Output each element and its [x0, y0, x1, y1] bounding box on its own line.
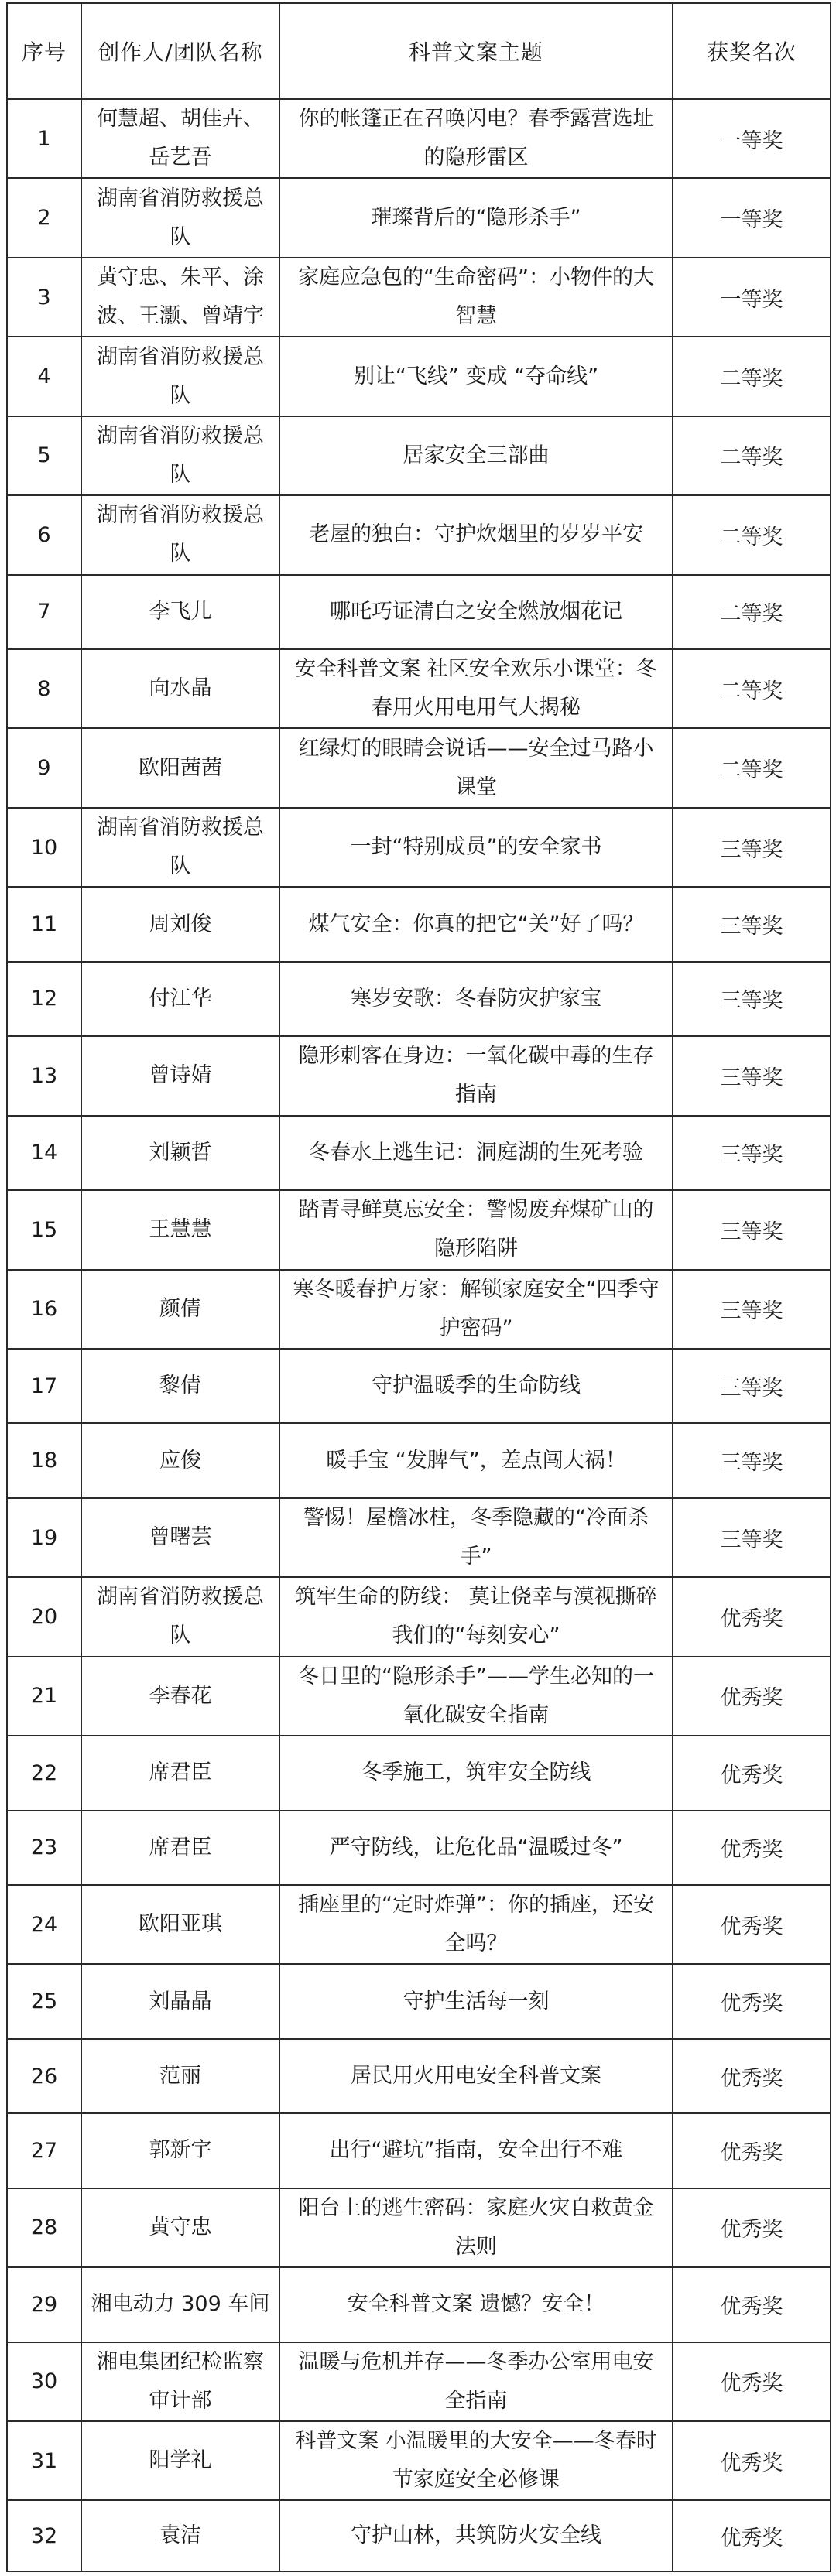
cell-creator: 曾曙芸	[81, 1498, 279, 1577]
cell-award: 优秀奖	[673, 1736, 831, 1810]
table-row	[7, 2039, 831, 2113]
cell-number: 2	[7, 178, 81, 257]
cell-creator: 席君臣	[81, 1736, 279, 1810]
table-row	[7, 2188, 831, 2267]
cell-topic: 别让“飞线” 变成 “夺命线”	[279, 337, 673, 416]
cell-topic: 冬季施工，筑牢安全防线	[279, 1736, 673, 1810]
cell-creator: 湖南省消防救援总队	[81, 1577, 279, 1656]
cell-award: 三等奖	[673, 1498, 831, 1577]
cell-topic: 哪吒巧证清白之安全燃放烟花记	[279, 575, 673, 649]
cell-creator: 湖南省消防救援总队	[81, 416, 279, 495]
table-row	[7, 962, 831, 1036]
cell-number: 18	[7, 1423, 81, 1497]
cell-number: 21	[7, 1657, 81, 1736]
cell-topic: 冬春水上逃生记：洞庭湖的生死考验	[279, 1116, 673, 1190]
cell-creator: 刘晶晶	[81, 1964, 279, 2038]
table-row	[7, 1657, 831, 1736]
cell-award: 一等奖	[673, 258, 831, 337]
table-row	[7, 99, 831, 178]
cell-number: 30	[7, 2342, 81, 2421]
cell-award: 优秀奖	[673, 2342, 831, 2421]
cell-award: 优秀奖	[673, 2113, 831, 2188]
table-row	[7, 649, 831, 728]
cell-creator: 席君臣	[81, 1811, 279, 1885]
table-row	[7, 2342, 831, 2421]
cell-number: 29	[7, 2267, 81, 2342]
cell-creator: 黄守忠、朱平、涂波、王灏、曾靖宇	[81, 258, 279, 337]
cell-topic: 踏青寻鲜莫忘安全：警惕废弃煤矿山的隐形陷阱	[279, 1190, 673, 1269]
cell-award: 三等奖	[673, 1349, 831, 1423]
cell-award: 一等奖	[673, 99, 831, 178]
cell-creator: 范丽	[81, 2039, 279, 2113]
cell-award: 三等奖	[673, 1036, 831, 1115]
cell-number: 23	[7, 1811, 81, 1885]
table-row	[7, 1736, 831, 1810]
table-row	[7, 1811, 831, 1885]
cell-number: 10	[7, 808, 81, 887]
cell-award: 二等奖	[673, 416, 831, 495]
cell-number: 6	[7, 495, 81, 574]
cell-creator: 湖南省消防救援总队	[81, 495, 279, 574]
cell-number: 14	[7, 1116, 81, 1190]
cell-number: 4	[7, 337, 81, 416]
cell-number: 19	[7, 1498, 81, 1577]
cell-number: 3	[7, 258, 81, 337]
cell-topic: 寒冬暖春护万家：解锁家庭安全“四季守护密码”	[279, 1270, 673, 1349]
cell-creator: 颜倩	[81, 1270, 279, 1349]
cell-topic: 居家安全三部曲	[279, 416, 673, 495]
cell-topic: 温暖与危机并存——冬季办公室用电安全指南	[279, 2342, 673, 2421]
cell-award: 优秀奖	[673, 2188, 831, 2267]
cell-number: 27	[7, 2113, 81, 2188]
cell-award: 三等奖	[673, 887, 831, 961]
cell-topic: 守护生活每一刻	[279, 1964, 673, 2038]
cell-topic: 安全科普文案 社区安全欢乐小课堂：冬春用火用电用气大揭秘	[279, 649, 673, 728]
cell-award: 优秀奖	[673, 2500, 831, 2571]
cell-award: 优秀奖	[673, 2039, 831, 2113]
header-creator: 创作人/团队名称	[81, 3, 279, 99]
cell-number: 20	[7, 1577, 81, 1656]
table-row	[7, 258, 831, 337]
table-row	[7, 495, 831, 574]
cell-award: 二等奖	[673, 649, 831, 728]
cell-award: 三等奖	[673, 1116, 831, 1190]
cell-topic: 警惕！屋檐冰柱，冬季隐藏的“冷面杀手”	[279, 1498, 673, 1577]
cell-award: 一等奖	[673, 178, 831, 257]
cell-topic: 守护山林，共筑防火安全线	[279, 2500, 673, 2571]
cell-award: 二等奖	[673, 495, 831, 574]
cell-award: 二等奖	[673, 337, 831, 416]
cell-topic: 插座里的“定时炸弹”：你的插座，还安全吗？	[279, 1885, 673, 1964]
cell-number: 17	[7, 1349, 81, 1423]
cell-creator: 李飞儿	[81, 575, 279, 649]
cell-topic: 煤气安全：你真的把它“关”好了吗？	[279, 887, 673, 961]
table-row	[7, 1577, 831, 1656]
cell-topic: 家庭应急包的“生命密码”：小物件的大智慧	[279, 258, 673, 337]
cell-creator: 李春花	[81, 1657, 279, 1736]
table-row	[7, 575, 831, 649]
table-row	[7, 1270, 831, 1349]
cell-creator: 郭新宇	[81, 2113, 279, 2188]
cell-topic: 一封“特别成员”的安全家书	[279, 808, 673, 887]
cell-number: 16	[7, 1270, 81, 1349]
table-row	[7, 337, 831, 416]
cell-topic: 守护温暖季的生命防线	[279, 1349, 673, 1423]
table-row	[7, 1036, 831, 1115]
cell-number: 7	[7, 575, 81, 649]
cell-number: 13	[7, 1036, 81, 1115]
table-row	[7, 1964, 831, 2038]
cell-award: 优秀奖	[673, 1577, 831, 1656]
cell-number: 1	[7, 99, 81, 178]
cell-creator: 欧阳茜茜	[81, 728, 279, 807]
cell-award: 三等奖	[673, 808, 831, 887]
cell-creator: 曾诗婧	[81, 1036, 279, 1115]
cell-creator: 袁洁	[81, 2500, 279, 2571]
cell-award: 优秀奖	[673, 2421, 831, 2500]
cell-topic: 暖手宝 “发脾气”，差点闯大祸！	[279, 1423, 673, 1497]
header-topic: 科普文案主题	[279, 3, 673, 99]
cell-creator: 付江华	[81, 962, 279, 1036]
cell-creator: 湖南省消防救援总队	[81, 337, 279, 416]
cell-number: 25	[7, 1964, 81, 2038]
cell-creator: 湘电动力 309 车间	[81, 2267, 279, 2342]
cell-topic: 居民用火用电安全科普文案	[279, 2039, 673, 2113]
cell-number: 24	[7, 1885, 81, 1964]
cell-creator: 刘颖哲	[81, 1116, 279, 1190]
table-row	[7, 1885, 831, 1964]
cell-topic: 隐形刺客在身边：一氧化碳中毒的生存指南	[279, 1036, 673, 1115]
cell-topic: 老屋的独白：守护炊烟里的岁岁平安	[279, 495, 673, 574]
cell-creator: 阳学礼	[81, 2421, 279, 2500]
cell-creator: 王慧慧	[81, 1190, 279, 1269]
cell-topic: 阳台上的逃生密码：家庭火灾自救黄金法则	[279, 2188, 673, 2267]
cell-topic: 科普文案 小温暖里的大安全——冬春时节家庭安全必修课	[279, 2421, 673, 2500]
table-header-row	[7, 3, 831, 99]
table-row	[7, 416, 831, 495]
table-row	[7, 887, 831, 961]
cell-number: 26	[7, 2039, 81, 2113]
cell-number: 12	[7, 962, 81, 1036]
cell-creator: 黎倩	[81, 1349, 279, 1423]
cell-creator: 湖南省消防救援总队	[81, 808, 279, 887]
cell-creator: 湖南省消防救援总队	[81, 178, 279, 257]
table-row	[7, 2500, 831, 2571]
cell-number: 5	[7, 416, 81, 495]
cell-number: 9	[7, 728, 81, 807]
table-row	[7, 1190, 831, 1269]
table-row	[7, 1116, 831, 1190]
table-row	[7, 728, 831, 807]
cell-award: 三等奖	[673, 1423, 831, 1497]
cell-creator: 湘电集团纪检监察审计部	[81, 2342, 279, 2421]
cell-award: 优秀奖	[673, 1885, 831, 1964]
cell-topic: 安全科普文案 遗憾？安全！	[279, 2267, 673, 2342]
cell-topic: 严守防线，让危化品“温暖过冬”	[279, 1811, 673, 1885]
cell-creator: 欧阳亚琪	[81, 1885, 279, 1964]
cell-topic: 冬日里的“隐形杀手”——学生必知的一氧化碳安全指南	[279, 1657, 673, 1736]
cell-award: 三等奖	[673, 1270, 831, 1349]
cell-creator: 应俊	[81, 1423, 279, 1497]
award-table	[6, 2, 831, 2572]
cell-number: 28	[7, 2188, 81, 2267]
table-row	[7, 1349, 831, 1423]
table-row	[7, 2421, 831, 2500]
cell-creator: 向水晶	[81, 649, 279, 728]
table-row	[7, 1423, 831, 1497]
cell-topic: 你的帐篷正在召唤闪电？春季露营选址的隐形雷区	[279, 99, 673, 178]
cell-number: 15	[7, 1190, 81, 1269]
cell-number: 32	[7, 2500, 81, 2571]
cell-award: 二等奖	[673, 728, 831, 807]
cell-award: 三等奖	[673, 1190, 831, 1269]
cell-award: 三等奖	[673, 962, 831, 1036]
cell-creator: 周刘俊	[81, 887, 279, 961]
cell-creator: 黄守忠	[81, 2188, 279, 2267]
table-row	[7, 808, 831, 887]
cell-topic: 璀璨背后的“隐形杀手”	[279, 178, 673, 257]
header-award: 获奖名次	[673, 3, 831, 99]
cell-creator: 何慧超、胡佳卉、岳艺吾	[81, 99, 279, 178]
cell-number: 31	[7, 2421, 81, 2500]
award-table-body	[7, 99, 831, 2571]
table-row	[7, 1498, 831, 1577]
cell-topic: 出行“避坑”指南，安全出行不难	[279, 2113, 673, 2188]
cell-number: 22	[7, 1736, 81, 1810]
cell-number: 8	[7, 649, 81, 728]
cell-award: 优秀奖	[673, 1657, 831, 1736]
table-row	[7, 178, 831, 257]
table-row	[7, 2267, 831, 2342]
cell-number: 11	[7, 887, 81, 961]
header-number: 序号	[7, 3, 81, 99]
cell-award: 优秀奖	[673, 1811, 831, 1885]
cell-award: 优秀奖	[673, 1964, 831, 2038]
cell-topic: 寒岁安歌：冬春防灾护家宝	[279, 962, 673, 1036]
cell-topic: 筑牢生命的防线： 莫让侥幸与漠视撕碎我们的“每刻安心”	[279, 1577, 673, 1656]
cell-award: 优秀奖	[673, 2267, 831, 2342]
cell-award: 二等奖	[673, 575, 831, 649]
table-row	[7, 2113, 831, 2188]
cell-topic: 红绿灯的眼睛会说话——安全过马路小课堂	[279, 728, 673, 807]
